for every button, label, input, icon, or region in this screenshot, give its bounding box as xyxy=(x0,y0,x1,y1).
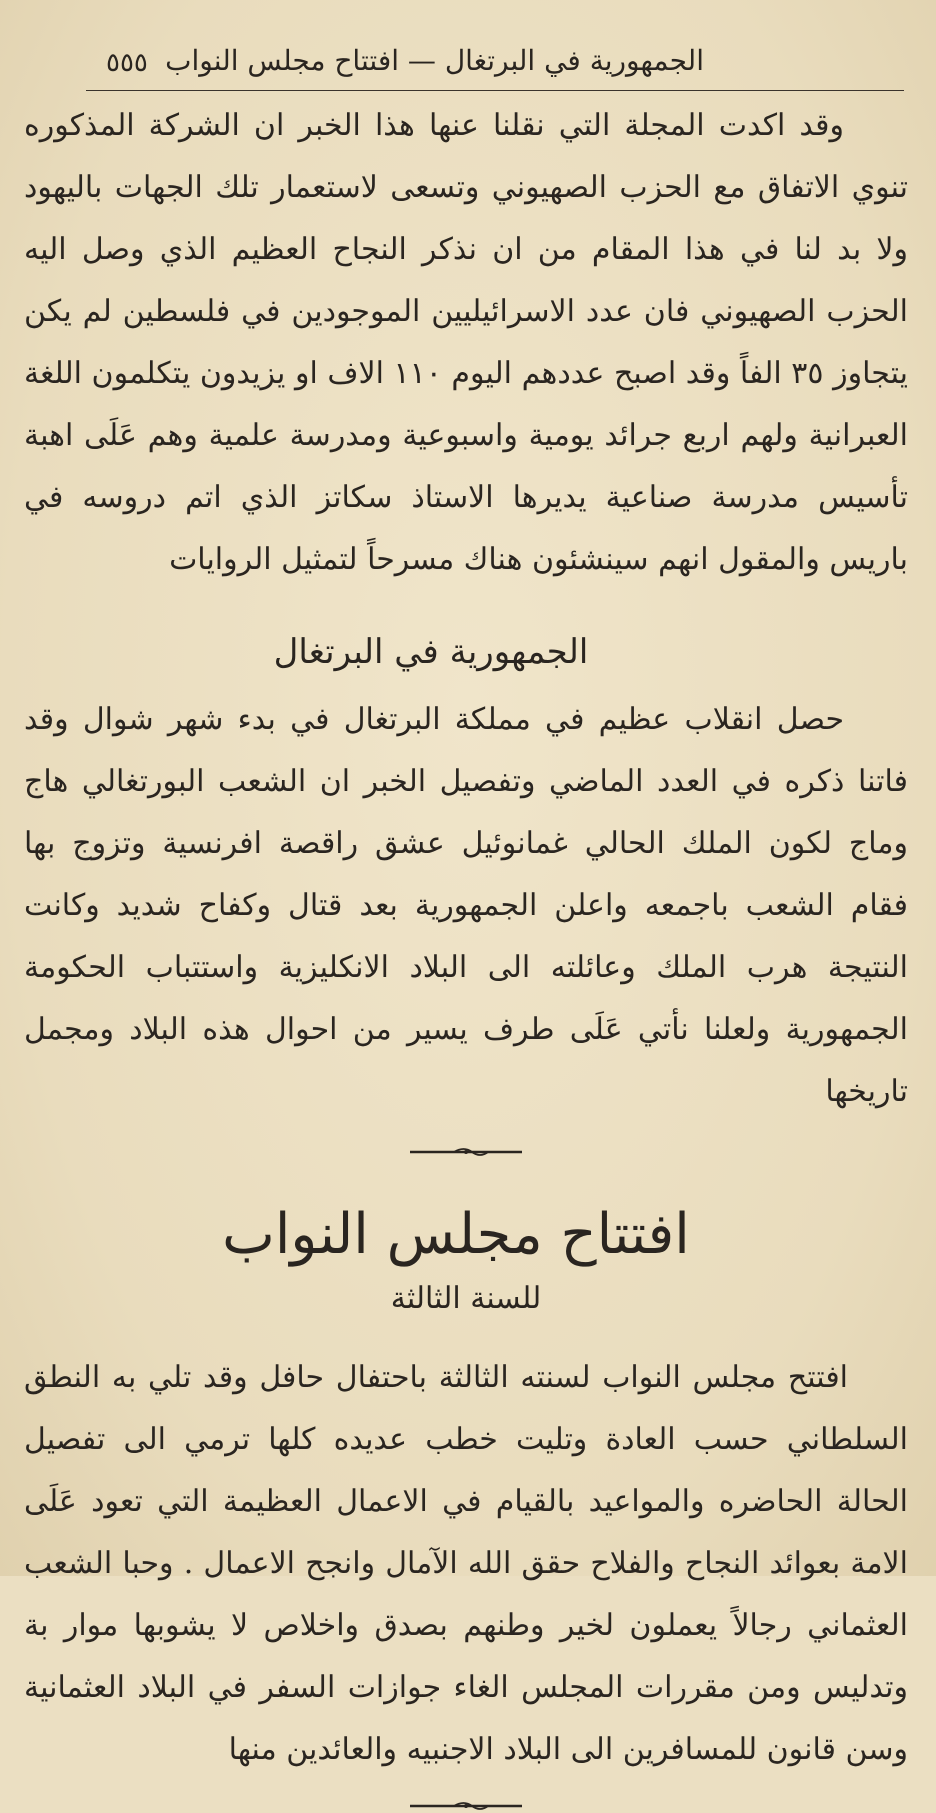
page-number: ٥٥٥ xyxy=(106,48,148,78)
running-title: الجمهورية في البرتغال — افتتاح مجلس النواب xyxy=(165,44,704,77)
divider-ornament-bottom xyxy=(406,1799,526,1813)
parliament-heading: افتتاح مجلس النواب xyxy=(222,1202,690,1267)
running-header xyxy=(86,0,904,91)
article-zionism-paragraph: وقد اكدت المجلة التي نقلنا عنها هذا الخبر ان الشركة المذكوره تنوي الاتفاق مع الحزب الصهيوني وتسعى لاستعمار تلك الجهات باليهود ولا بد لنا في هذا المقام من ان نذكر النجاح العظيم الذي وصل اليه الحزب الصهيوني فان عدد الاسرائيليين الموجودين في فلسطين لم يكن يتجاوز ٣٥ الفاً وقد اصبح عددهم اليوم ١١٠ الاف او يزيدون يتكلمون اللغة العبرانية ولهم اربع جرائد يومية واسبوعية ومدرسة علمية وهم عَلَى اهبة تأسيس مدرسة صناعية يديرها الاستاذ سكاتز الذي اتم دروسه في باريس والمقول انهم سينشئون هناك مسرحاً لتمثيل الروايات xyxy=(24,108,908,577)
portugal-paragraph: حصل انقلاب عظيم في مملكة البرتغال في بدء شهر شوال وقد فاتنا ذكره في العدد الماضي وتفصيل الخبر ان الشعب البورتغالي هاج وماج لكون الملك الحالي غمانوئيل عشق راقصة افرنسية وتزوج بها فقام الشعب باجمعه واعلن الجمهورية بعد قتال وكفاح شديد وكانت النتيجة هرب الملك وعائلته الى البلاد الانكليزية واستتباب الحكومة الجمهورية ولعلنا نأتي عَلَى طرف يسير من احوال هذه البلاد ومجمل تاريخها xyxy=(24,702,908,1109)
divider-ornament xyxy=(406,1145,526,1159)
portugal-heading: الجمهورية في البرتغال xyxy=(273,632,589,672)
parliament-subheading: للسنة الثالثة xyxy=(390,1281,542,1316)
parliament-paragraph: افتتح مجلس النواب لسنته الثالثة باحتفال حافل وقد تلي به النطق السلطاني حسب العادة وتليت خطب عديده كلها ترمي الى تفصيل الحالة الحاضره والمواعيد بالقيام في الاعمال العظيمة التي تعود عَلَى الامة بعوائد النجاح والفلاح حقق الله الآمال وانجح الاعمال . وحبا الشعب العثماني رجالاً يعملون لخير وطنهم بصدق واخلاص لا يشوبها موار بة وتدليس ومن مقررات المجلس الغاء جوازات السفر في البلاد العثمانية وسن قانون للمسافرين الى البلاد الاجنبيه والعائدين منها xyxy=(24,1360,908,1767)
